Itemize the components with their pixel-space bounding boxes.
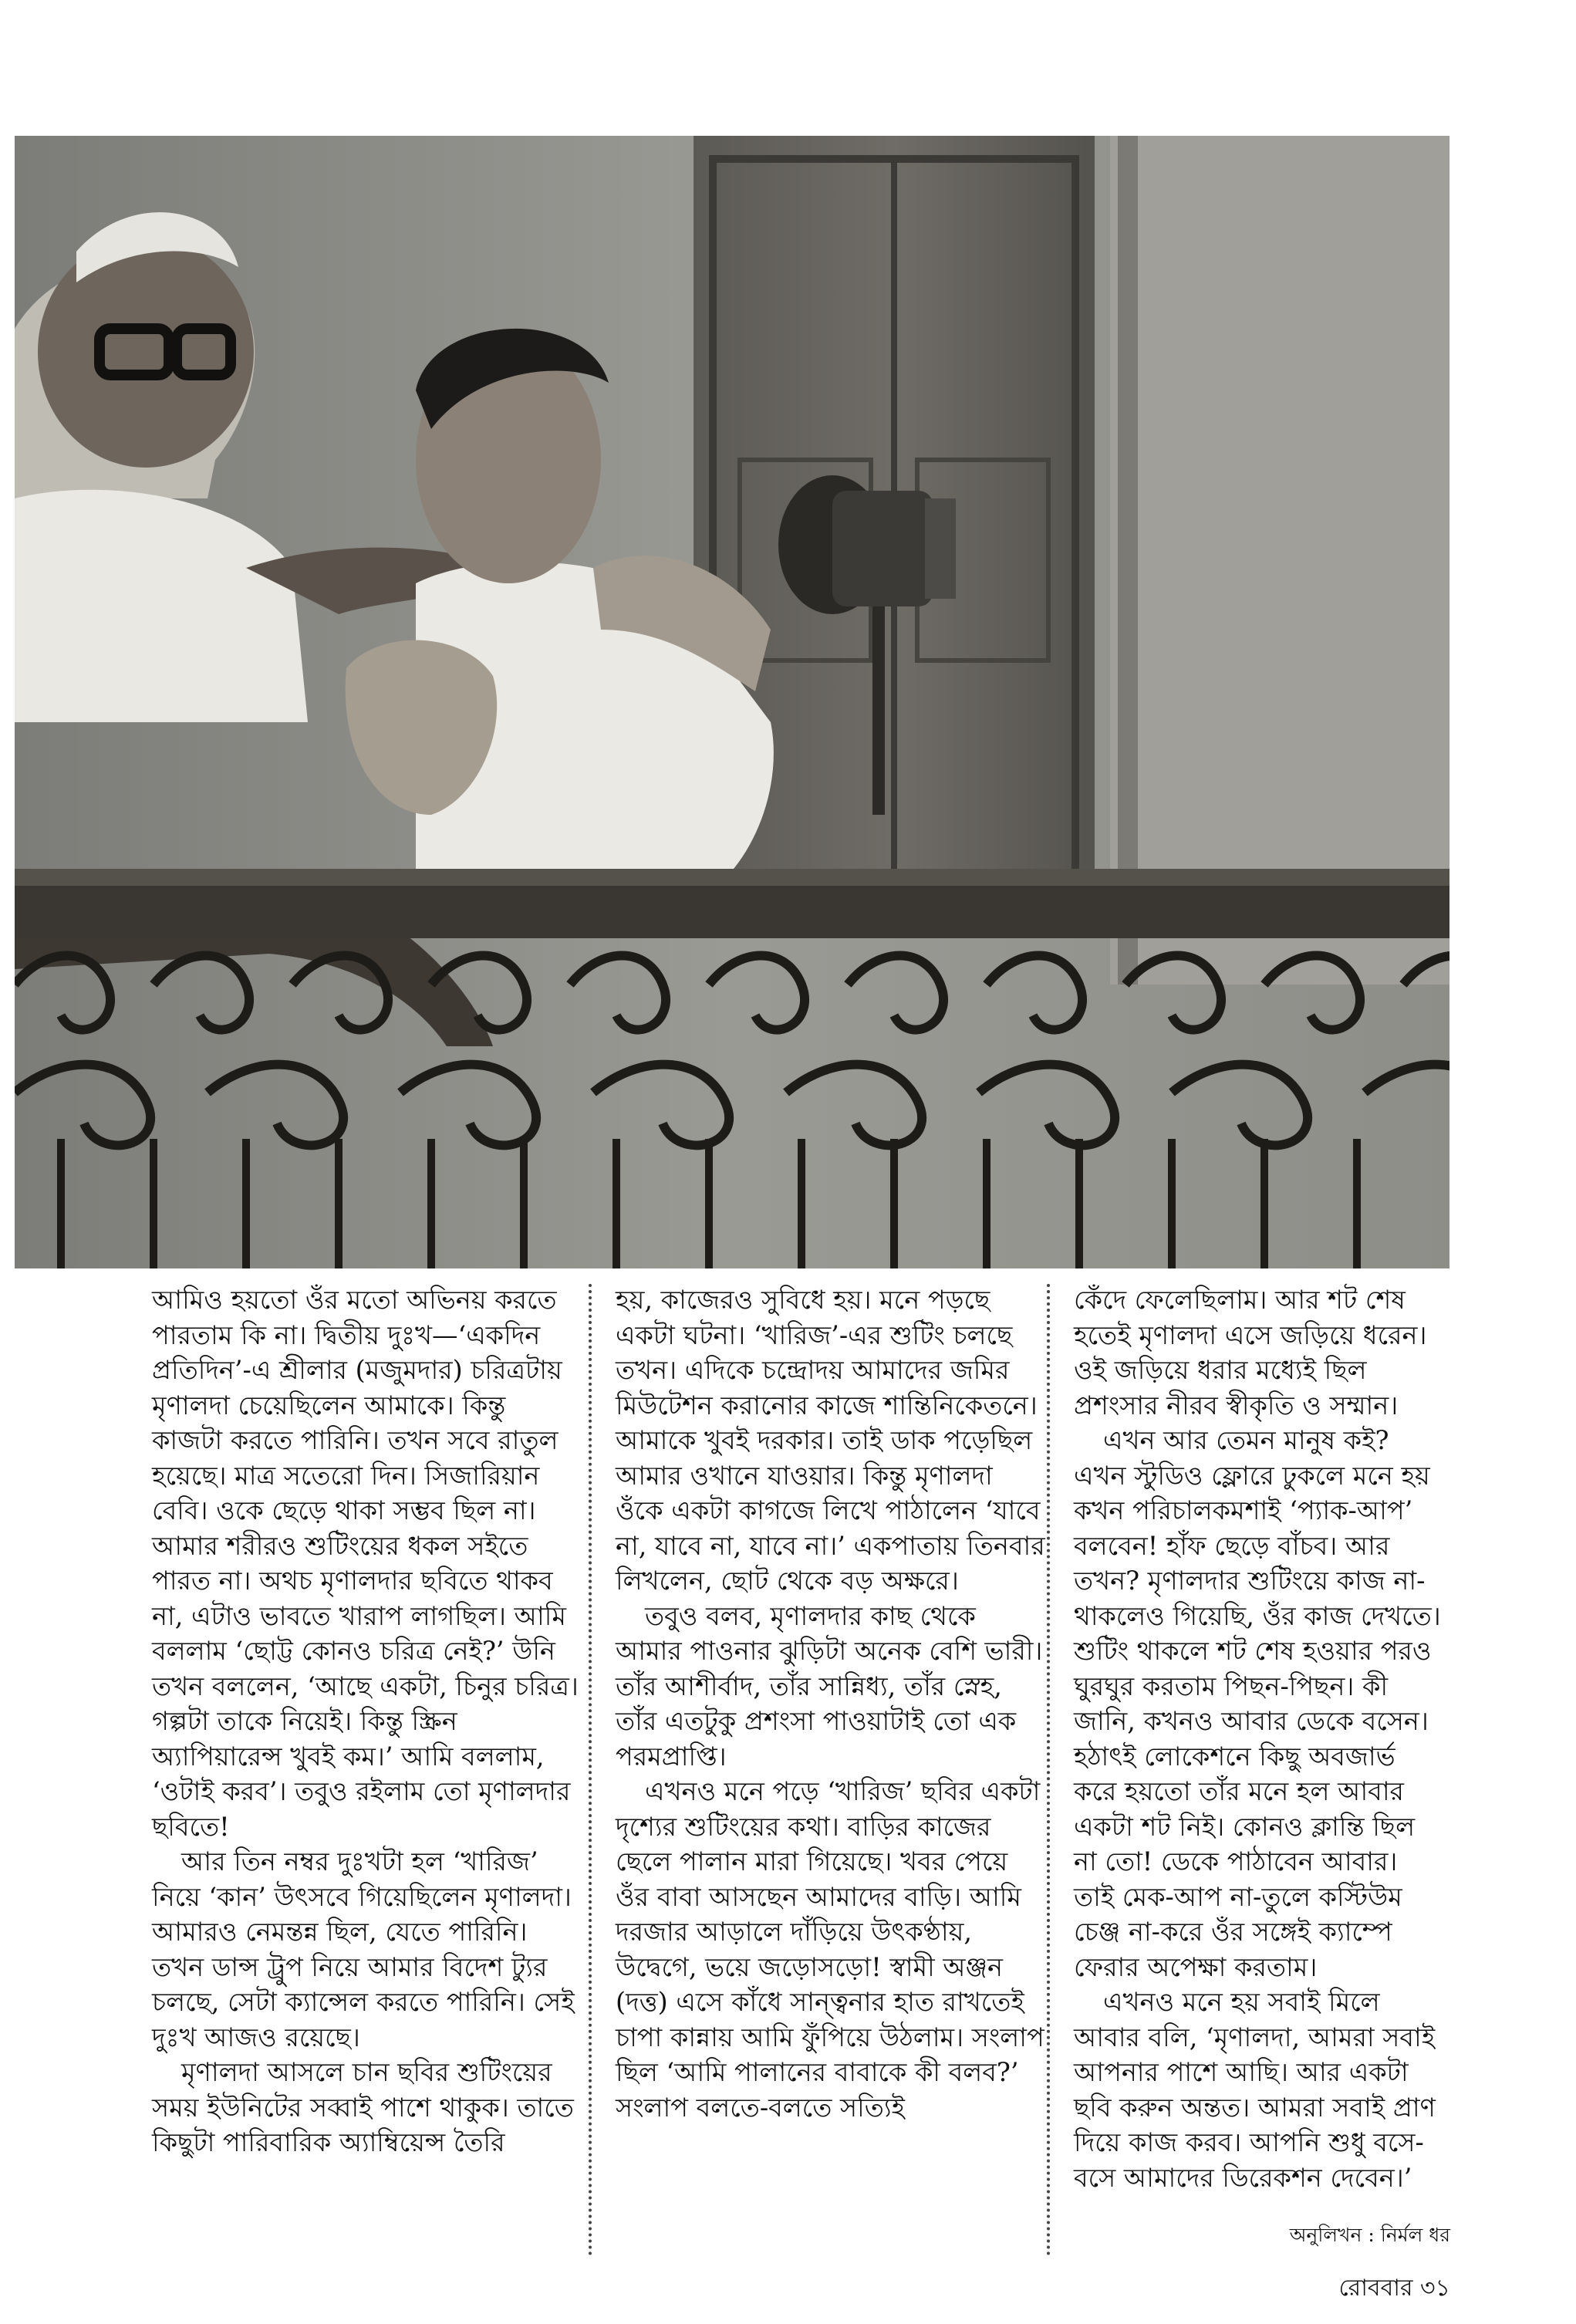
paragraph: কেঁদে ফেলেছিলাম। আর শট শেষ হতেই মৃণালদা এসে জড়িয়ে ধরেন। ওই জড়িয়ে ধরার মধ্যেই ছিল প্রশংসার নীরব স্বীকৃতি ও সম্মান।: [1074, 1285, 1427, 1420]
paragraph: আমিও হয়তো ওঁর মতো অভিনয় করতে পারতাম কি না। দ্বিতীয় দুঃখ—‘একদিন প্রতিদিন’-এ শ্রীলার (মজুমদার) চরিত্রটায় মৃণালদা চেয়েছিলেন আমাকে। কিন্তু কাজটা করতে পারিনি। তখন সবে রাতুল হয়েছে। মাত্র সতেরো দিন। সিজারিয়ান বেবি। ওকে ছেড়ে থাকা সম্ভব ছিল না। আমার শরীরও শুটিংয়ের ধকল সইতে পারত না। অথচ মৃণালদার ছবিতে থাকব না, এটাও ভাবতে খারাপ লাগছিল। আমি বললাম ‘ছোট্ট কোনও চরিত্র নেই?’ উনি তখন বললেন, ‘আছে একটা, চিনুর চরিত্র। গল্পটা তাকে নিয়েই। কিন্তু স্ক্রিন অ্যাপিয়ারেন্স খুবই কম।’ আমি বললাম, ‘ওটাই করব’। তবুও রইলাম তো মৃণালদার ছবিতে!: [152, 1285, 579, 1842]
column-divider: [1047, 1284, 1050, 2256]
paragraph: এখনও মনে পড়ে ‘খারিজ’ ছবির একটা দৃশ্যের শুটিংয়ের কথা। বাড়ির কাজের ছেলে পালান মারা গিয়েছে। খবর পেয়ে ওঁর বাবা আসছেন আমাদের বাড়ি। আমি দরজার আড়ালে দাঁড়িয়ে উৎকণ্ঠায়, উদ্বেগে, ভয়ে জড়োসড়ো! স্বামী অঞ্জন (দত্ত) এসে কাঁধে সান্ত্বনার হাত রাখতেই চাপা কান্নায় আমি ফুঁপিয়ে উঠলাম। সংলাপ ছিল ‘আমি পালানের বাবাকে কী বলব?’ সংলাপ বলতে-বলতে সত্যিই: [616, 1776, 1044, 2123]
paragraph: তবুও বলব, মৃণালদার কাছ থেকে আমার পাওনার ঝুড়িটা অনেক বেশি ভারী। তাঁর আশীর্বাদ, তাঁর সান্নিধ্য, তাঁর স্নেহ, তাঁর এতটুকু প্রশংসা পাওয়াটাই তো এক পরমপ্রাপ্তি।: [616, 1600, 1043, 1772]
article-photo: [15, 136, 1449, 1268]
photo-illustration: [15, 136, 1449, 1268]
paragraph: এখন আর তেমন মানুষ কই? এখন স্টুডিও ফ্লোরে ঢুকলে মনে হয় কখন পরিচালকমশাই ‘প্যাক-আপ’ বলবেন! হাঁফ ছেড়ে বাঁচব। আর তখন? মৃণালদার শুটিংয়ে কাজ না-থাকলেও গিয়েছি, ওঁর কাজ দেখতে। শুটিং থাকলে শট শেষ হওয়ার পরও ঘুরঘুর করতাম পিছন-পিছন। কী জানি, কখনও আবার ডেকে বসেন। হঠাৎই লোকেশনে কিছু অবজার্ভ করে হয়তো তাঁর মনে হল আবার একটা শট নিই। কোনও ক্লান্তি ছিল না তো! ডেকে পাঠাবেন আবার। তাই মেক-আপ না-তুলে কস্টিউম চেঞ্জ না-করে ওঁর সঙ্গেই ক্যাম্পে ফেরার অপেক্ষা করতাম।: [1074, 1425, 1441, 1982]
article-column-1: [152, 1282, 584, 2160]
paragraph: আর তিন নম্বর দুঃখটা হল ‘খারিজ’ নিয়ে ‘কান’ উৎসবে গিয়েছিলেন মৃণালদা। আমারও নেমন্তন্ন ছিল, যেতে পারিনি। তখন ডান্স ট্রুপ নিয়ে আমার বিদেশ ট্যুর চলছে, সেটা ক্যান্সেল করতে পারিনি। সেই দুঃখ আজও রয়েছে।: [152, 1846, 575, 2052]
page-folio: রোববার ৩১: [1338, 2275, 1450, 2302]
transcription-credit: অনুলিখন : নির্মল ধর: [1289, 2224, 1450, 2246]
paragraph: এখনও মনে হয় সবাই মিলে আবার বলি, ‘মৃণালদা, আমরা সবাই আপনার পাশে আছি। আর একটা ছবি করুন অন্তত। আমরা সবাই প্রাণ দিয়ে কাজ করব। আপনি শুধু বসে-বসে আমাদের ডিরেকশন দেবেন।’: [1074, 1987, 1436, 2193]
article-column-2: [616, 1282, 1048, 2125]
article-column-3: [1074, 1282, 1444, 2195]
paragraph: হয়, কাজেরও সুবিধে হয়। মনে পড়ছে একটা ঘটনা। ‘খারিজ’-এর শুটিং চলছে তখন। এদিকে চন্দ্রোদয় আমাদের জমির মিউটেশন করানোর কাজে শান্তিনিকেতনে। আমাকে খুবই দরকার। তাই ডাক পড়েছিল আমার ওখানে যাওয়ার। কিন্তু মৃণালদা ওঁকে একটা কাগজে লিখে পাঠালেন ‘যাবে না, যাবে না, যাবে না।’ একপাতায় তিনবার লিখলেন, ছোট থেকে বড় অক্ষরে।: [616, 1285, 1045, 1596]
column-divider: [589, 1284, 592, 2256]
paragraph: মৃণালদা আসলে চান ছবির শুটিংয়ের সময় ইউনিটের সব্বাই পাশে থাকুক। তাতে কিছুটা পারিবারিক অ্যাম্বিয়েন্স তৈরি: [152, 2057, 574, 2157]
